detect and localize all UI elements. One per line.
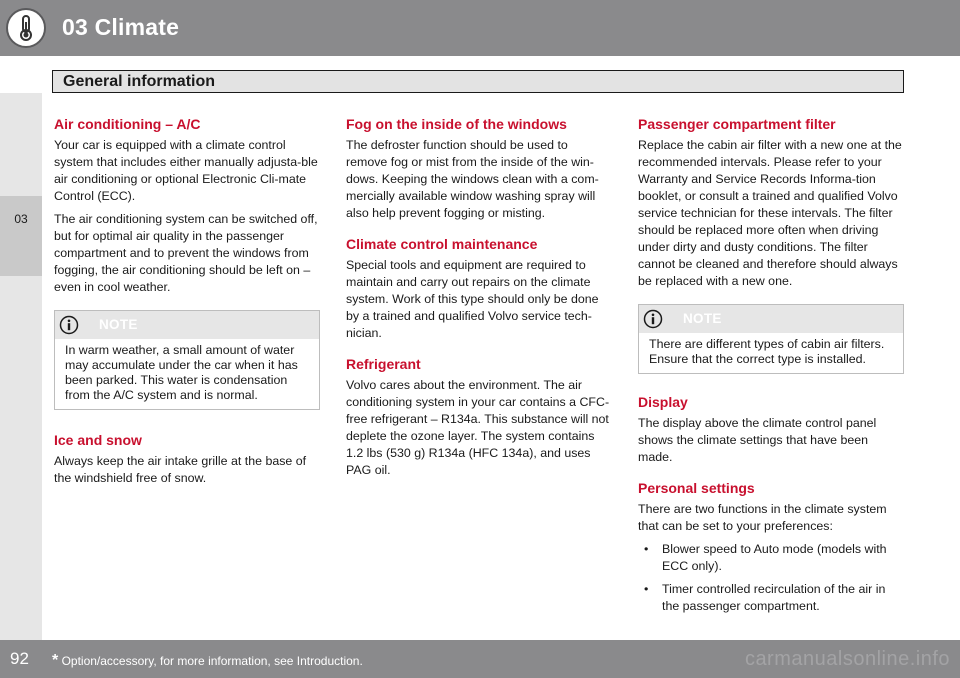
display-paragraph: The display above the climate control panel shows the climate settings that have been made. [638,416,877,464]
ice-paragraph: Always keep the air intake grille at the base of the windshield free of snow. [54,454,307,485]
note-title: NOTE [683,311,722,326]
note-box [54,310,320,410]
ice-heading: Ice and snow [54,432,142,448]
filter-paragraph: Replace the cabin air filter with a new one at the recommended intervals. Please refer to your Warranty and Service Records Informa-tion booklet, or consult a trained and qualified Volvo service technician for these intervals. The filter should be replaced more often when driving under dirty and dusty conditions. The filter cannot be cleaned and therefore should always be replaced with a new one. [638,138,902,288]
fog-paragraph: The defroster function should be used to remove fog or mist from the inside of the win-dows. Keeping the windows clean with a com-mercially available window washing spray will also help prevent fogging or misting. [346,138,599,220]
note-header [639,305,903,333]
footnote [52,652,363,670]
ac-heading: Air conditioning – A/C [54,116,201,132]
maintenance-paragraph: Special tools and equipment are required to maintain and carry out repairs on the climate system. Work of this type should only be done by a trained and qualified Volvo service tech-nician. [346,258,599,340]
list-item [638,541,904,575]
bullet-icon: • [644,582,649,596]
fog-heading: Fog on the inside of the windows [346,116,567,132]
column-left [54,116,320,493]
column-right [638,116,904,621]
bullet-icon: • [644,542,649,556]
refrigerant-heading: Refrigerant [346,356,421,372]
refrigerant-paragraph: Volvo cares about the environment. The air conditioning system in your car contains a CFC-free refrigerant – R134a. This substance will not deplete the ozone layer. The system contains 1.2 lbs (530 g) R134a (HFC 134a), and uses PAG oil. [346,378,610,477]
personal-settings-list [638,541,904,615]
filter-heading: Passenger compartment filter [638,116,836,132]
page-footer [0,640,960,678]
column-middle [346,116,612,485]
section-title-bar [52,70,904,93]
section-title: General information [63,73,216,90]
footnote-star: * [52,652,59,669]
note-box [638,304,904,374]
list-item-text: Timer controlled recirculation of the air in the passenger compartment. [662,582,886,613]
ac-paragraph-2: The air conditioning system can be switched off, but for optimal air quality in the passenger compartment and to prevent the windows from fogging, the air conditioning should be left on – even in cool weather. [54,212,318,294]
ac-paragraph-1: Your car is equipped with a climate control system that includes either manually adjusta-ble air conditioning or optional Electronic Cli-mate Control (ECC). [54,138,318,203]
chapter-tab-label: 03 [14,212,28,226]
info-icon [59,315,79,335]
note-header [55,311,319,339]
personal-settings-heading: Personal settings [638,480,755,496]
list-item [638,581,904,615]
chapter-title: 03 Climate [62,14,180,40]
side-stripe [0,93,42,640]
watermark: carmanualsonline.info [744,648,950,670]
list-item-text: Blower speed to Auto mode (models with ECC only). [662,542,887,573]
chapter-header [0,0,960,56]
display-heading: Display [638,394,688,410]
note-body: There are different types of cabin air filters. Ensure that the correct type is installed. [649,337,885,366]
info-icon [643,309,663,329]
page-number: 92 [10,649,29,668]
personal-settings-paragraph: There are two functions in the climate system that can be set to your preferences: [638,502,887,533]
note-body: In warm weather, a small amount of water may accumulate under the car when it has been parked. This water is condensation from the A/C system and is normal. [65,343,298,402]
footnote-text: Option/accessory, for more information, see Introduction. [58,654,363,668]
maintenance-heading: Climate control maintenance [346,236,538,252]
chapter-tab [0,196,42,276]
thermometer-icon [6,8,46,48]
note-title: NOTE [99,317,138,332]
